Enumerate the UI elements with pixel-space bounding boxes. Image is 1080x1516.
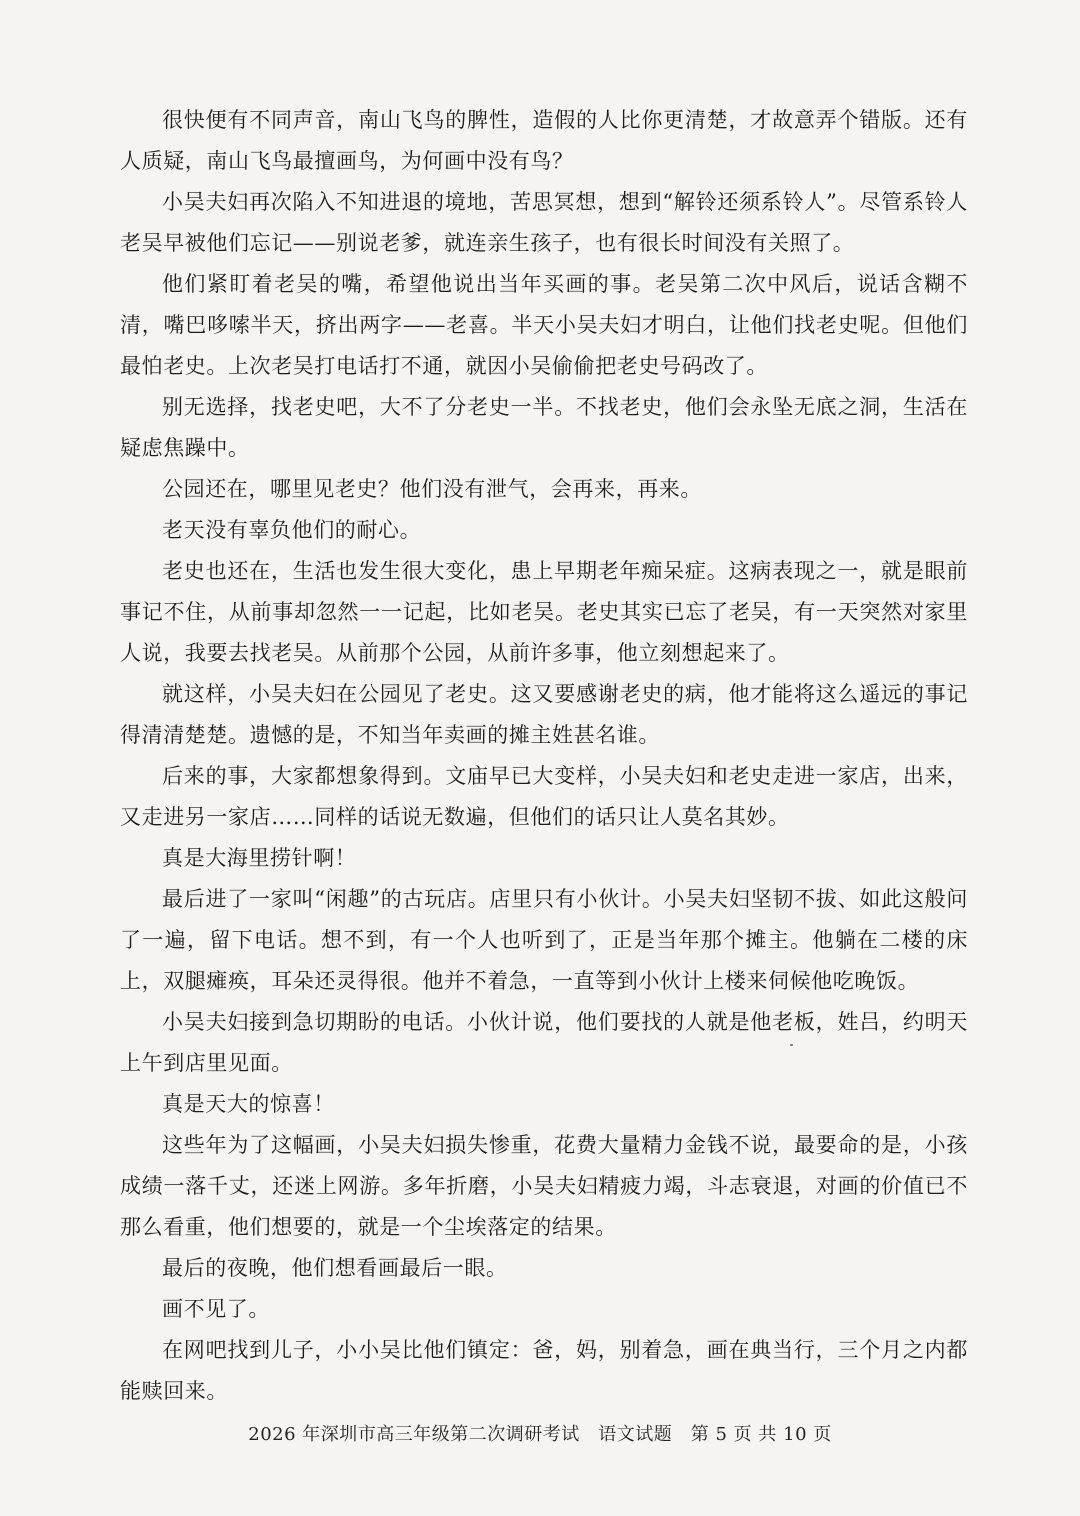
- paragraph: 这些年为了这幅画，小吴夫妇损失惨重，花费大量精力金钱不说，最要命的是，小孩成绩一落千丈，还迷上网游。多年折磨，小吴夫妇精疲力竭，斗志衰退，对画的价值已不那么看重，他们想要的，就是一个尘埃落定的结果。: [120, 1133, 968, 1239]
- page-footer: 2026 年深圳市高三年级第二次调研考试 语文试题 第 5 页 共 10 页: [248, 1424, 832, 1445]
- paragraph: 他们紧盯着老吴的嘴，希望他说出当年买画的事。老吴第二次中风后，说话含糊不清，嘴巴哆嗦半天，挤出两字——老喜。半天小吴夫妇才明白，让他们找老史呢。但他们最怕老史。上次老吴打电话打不通，就因小吴偷偷把老史号码改了。: [120, 272, 968, 378]
- paragraph: 真是天大的惊喜！: [162, 1092, 335, 1116]
- paragraph: 画不见了。: [162, 1297, 270, 1321]
- paragraph: 真是大海里捞针啊！: [162, 846, 357, 870]
- paragraph: 最后的夜晚，他们想看画最后一眼。: [162, 1256, 508, 1280]
- paragraph: 在网吧找到儿子，小小吴比他们镇定：爸，妈，别着急，画在典当行，三个月之内都能赎回来。: [120, 1338, 968, 1403]
- article-body: [120, 100, 968, 1412]
- scan-speck: [790, 1044, 793, 1046]
- paragraph: 很快便有不同声音，南山飞鸟的脾性，造假的人比你更清楚，才故意弄个错版。还有人质疑，南山飞鸟最擅画鸟，为何画中没有鸟？: [120, 108, 968, 173]
- paragraph: 老天没有辜负他们的耐心。: [162, 518, 422, 542]
- paragraph: 后来的事，大家都想象得到。文庙早已大变样，小吴夫妇和老史走进一家店，出来，又走进另一家店……同样的话说无数遍，但他们的话只让人莫名其妙。: [120, 764, 968, 829]
- paragraph: 就这样，小吴夫妇在公园见了老史。这又要感谢老史的病，他才能将这么遥远的事记得清清楚楚。遗憾的是，不知当年卖画的摊主姓甚名谁。: [120, 682, 968, 747]
- paragraph: 最后进了一家叫“闲趣”的古玩店。店里只有小伙计。小吴夫妇坚韧不拔、如此这般问了一遍，留下电话。想不到，有一个人也听到了，正是当年那个摊主。他躺在二楼的床上，双腿瘫痪，耳朵还灵得很。他并不着急，一直等到小伙计上楼来伺候他吃晚饭。: [120, 887, 968, 993]
- paragraph: 小吴夫妇再次陷入不知进退的境地，苦思冥想，想到“解铃还须系铃人”。尽管系铃人老吴早被他们忘记——别说老爹，就连亲生孩子，也有很长时间没有关照了。: [120, 190, 968, 255]
- paragraph: 小吴夫妇接到急切期盼的电话。小伙计说，他们要找的人就是他老板，姓吕，约明天上午到店里见面。: [120, 1010, 968, 1075]
- paragraph: 老史也还在，生活也发生很大变化，患上早期老年痴呆症。这病表现之一，就是眼前事记不住，从前事却忽然一一记起，比如老吴。老史其实已忘了老吴，有一天突然对家里人说，我要去找老吴。从前那个公园，从前许多事，他立刻想起来了。: [120, 559, 968, 665]
- paragraph: 别无选择，找老史吧，大不了分老史一半。不找老史，他们会永坠无底之洞，生活在疑虑焦躁中。: [120, 395, 968, 460]
- paragraph: 公园还在，哪里见老史？他们没有泄气，会再来，再来。: [162, 477, 702, 501]
